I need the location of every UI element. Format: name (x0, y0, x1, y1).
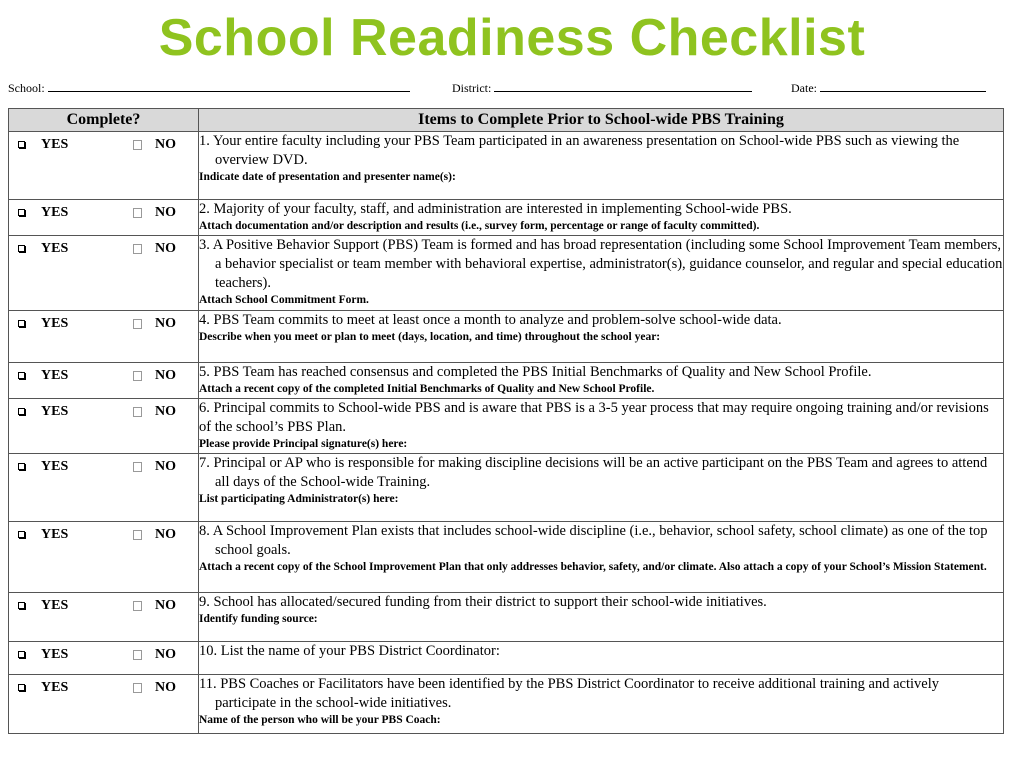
no-checkbox[interactable] (133, 244, 142, 254)
district-label: District: (452, 81, 492, 95)
table-row (9, 399, 1004, 454)
item-text: 1. Your entire faculty including your PBS Team participated in an awareness presentation on School-wide PBS such as viewing the overview DVD. (199, 133, 960, 168)
yes-no-options (9, 403, 198, 423)
date-line[interactable] (820, 79, 986, 92)
item-text: 10. List the name of your PBS District Coordinator: (199, 643, 500, 659)
yes-checkbox[interactable] (18, 209, 25, 216)
no-checkbox[interactable] (133, 319, 142, 329)
yes-no-options (9, 136, 198, 156)
no-label: NO (155, 368, 176, 383)
district-line[interactable] (494, 79, 752, 92)
table-row (9, 236, 1004, 311)
item-instruction[interactable]: Describe when you meet or plan to meet (days, location, and time) throughout the school year: (199, 331, 661, 343)
table-row (9, 642, 1004, 675)
table-row (9, 363, 1004, 399)
item-cell (199, 522, 1004, 593)
item-cell (199, 311, 1004, 363)
complete-cell (9, 200, 199, 236)
yes-no-options (9, 646, 198, 666)
complete-cell (9, 236, 199, 311)
item-cell (199, 675, 1004, 734)
item-text: 2. Majority of your faculty, staff, and administration are interested in implementing School-wide PBS. (199, 201, 792, 217)
no-checkbox[interactable] (133, 208, 142, 218)
item-cell (199, 236, 1004, 311)
table-row (9, 675, 1004, 734)
item-text: 9. School has allocated/secured funding from their district to support their school-wide initiatives. (199, 594, 767, 610)
complete-cell (9, 311, 199, 363)
table-row (9, 593, 1004, 642)
no-label: NO (155, 459, 176, 474)
school-field[interactable] (8, 79, 410, 96)
item-text: 4. PBS Team commits to meet at least once a month to analyze and problem-solve school-wide data. (199, 312, 782, 328)
item-text: 8. A School Improvement Plan exists that includes school-wide discipline (i.e., behavior, school safety, school climate) as one of the top school goals. (199, 523, 988, 558)
yes-label: YES (41, 459, 69, 474)
no-checkbox[interactable] (133, 140, 142, 150)
yes-no-options (9, 204, 198, 224)
complete-cell (9, 454, 199, 522)
no-checkbox[interactable] (133, 683, 142, 693)
item-instruction[interactable]: Indicate date of presentation and presenter name(s): (199, 171, 456, 183)
complete-cell (9, 675, 199, 734)
yes-label: YES (41, 404, 69, 419)
no-label: NO (155, 241, 176, 256)
yes-checkbox[interactable] (18, 372, 25, 379)
item-text: 7. Principal or AP who is responsible for making discipline decisions will be an active participant on the PBS Team and agrees to attend all days of the School-wide Training. (199, 455, 988, 490)
column-header-complete: Complete? (9, 109, 199, 132)
yes-label: YES (41, 137, 69, 152)
school-line[interactable] (48, 79, 410, 92)
yes-no-options (9, 597, 198, 617)
item-cell (199, 132, 1004, 200)
complete-cell (9, 642, 199, 675)
yes-label: YES (41, 527, 69, 542)
yes-label: YES (41, 647, 69, 662)
item-instruction[interactable]: Attach a recent copy of the completed Initial Benchmarks of Quality and New School Profile. (199, 383, 655, 395)
checklist-table (8, 108, 1004, 734)
item-cell (199, 363, 1004, 399)
no-label: NO (155, 316, 176, 331)
item-instruction[interactable]: Please provide Principal signature(s) here: (199, 438, 408, 450)
table-row (9, 132, 1004, 200)
item-text: 6. Principal commits to School-wide PBS and is aware that PBS is a 3-5 year process that may require ongoing training and/or revisions of the school’s PBS Plan. (199, 400, 989, 435)
page-title: School Readiness Checklist (158, 9, 866, 67)
yes-checkbox[interactable] (18, 602, 25, 609)
table-row (9, 454, 1004, 522)
complete-cell (9, 399, 199, 454)
yes-no-options (9, 526, 198, 546)
date-label: Date: (791, 81, 817, 95)
yes-checkbox[interactable] (18, 651, 25, 658)
yes-no-options (9, 679, 198, 699)
yes-checkbox[interactable] (18, 684, 25, 691)
yes-no-options (9, 458, 198, 478)
item-cell (199, 454, 1004, 522)
item-instruction[interactable]: Attach a recent copy of the School Improvement Plan that only addresses behavior, safety, and/or climate. Also attach a copy of your School’s Mission Statement. (199, 561, 987, 573)
item-cell (199, 200, 1004, 236)
yes-checkbox[interactable] (18, 141, 25, 148)
item-instruction[interactable]: List participating Administrator(s) here: (199, 493, 399, 505)
yes-label: YES (41, 205, 69, 220)
yes-no-options (9, 240, 198, 260)
no-checkbox[interactable] (133, 371, 142, 381)
no-label: NO (155, 137, 176, 152)
no-label: NO (155, 527, 176, 542)
no-checkbox[interactable] (133, 462, 142, 472)
yes-label: YES (41, 241, 69, 256)
yes-checkbox[interactable] (18, 245, 25, 252)
complete-cell (9, 132, 199, 200)
yes-checkbox[interactable] (18, 408, 25, 415)
yes-label: YES (41, 316, 69, 331)
no-label: NO (155, 598, 176, 613)
item-instruction[interactable]: Name of the person who will be your PBS Coach: (199, 714, 441, 726)
table-header-row (9, 109, 1004, 132)
yes-checkbox[interactable] (18, 531, 25, 538)
date-field[interactable] (791, 79, 986, 96)
item-instruction[interactable]: Identify funding source: (199, 613, 318, 625)
yes-checkbox[interactable] (18, 320, 25, 327)
district-field[interactable] (452, 79, 752, 96)
item-instruction[interactable]: Attach School Commitment Form. (199, 294, 369, 306)
yes-label: YES (41, 598, 69, 613)
header-fields (8, 79, 1008, 95)
no-checkbox[interactable] (133, 601, 142, 611)
item-cell (199, 399, 1004, 454)
no-checkbox[interactable] (133, 650, 142, 660)
complete-cell (9, 593, 199, 642)
yes-no-options (9, 315, 198, 335)
no-checkbox[interactable] (133, 407, 142, 417)
table-row (9, 522, 1004, 593)
item-text: 11. PBS Coaches or Facilitators have been identified by the PBS District Coordinator to receive additional training and actively participate in the school-wide initiatives. (199, 676, 940, 711)
item-cell (199, 593, 1004, 642)
yes-checkbox[interactable] (18, 463, 25, 470)
no-checkbox[interactable] (133, 530, 142, 540)
yes-label: YES (41, 368, 69, 383)
item-instruction[interactable]: Attach documentation and/or description and results (i.e., survey form, percentage or range of faculty committed). (199, 220, 760, 232)
item-text: 3. A Positive Behavior Support (PBS) Team is formed and has broad representation (including some School Improvement Team members, a behavior specialist or team member with behavioral expertise, administrator(s), guidance counselor, and regular and special education teachers). (199, 237, 1003, 291)
item-text: 5. PBS Team has reached consensus and completed the PBS Initial Benchmarks of Quality and New School Profile. (199, 364, 872, 380)
school-label: School: (8, 81, 45, 95)
item-cell (199, 642, 1004, 675)
yes-label: YES (41, 680, 69, 695)
no-label: NO (155, 680, 176, 695)
table-row (9, 200, 1004, 236)
no-label: NO (155, 647, 176, 662)
complete-cell (9, 363, 199, 399)
yes-no-options (9, 367, 198, 387)
table-row (9, 311, 1004, 363)
complete-cell (9, 522, 199, 593)
column-header-items: Items to Complete Prior to School-wide PBS Training (199, 109, 1004, 132)
no-label: NO (155, 404, 176, 419)
no-label: NO (155, 205, 176, 220)
